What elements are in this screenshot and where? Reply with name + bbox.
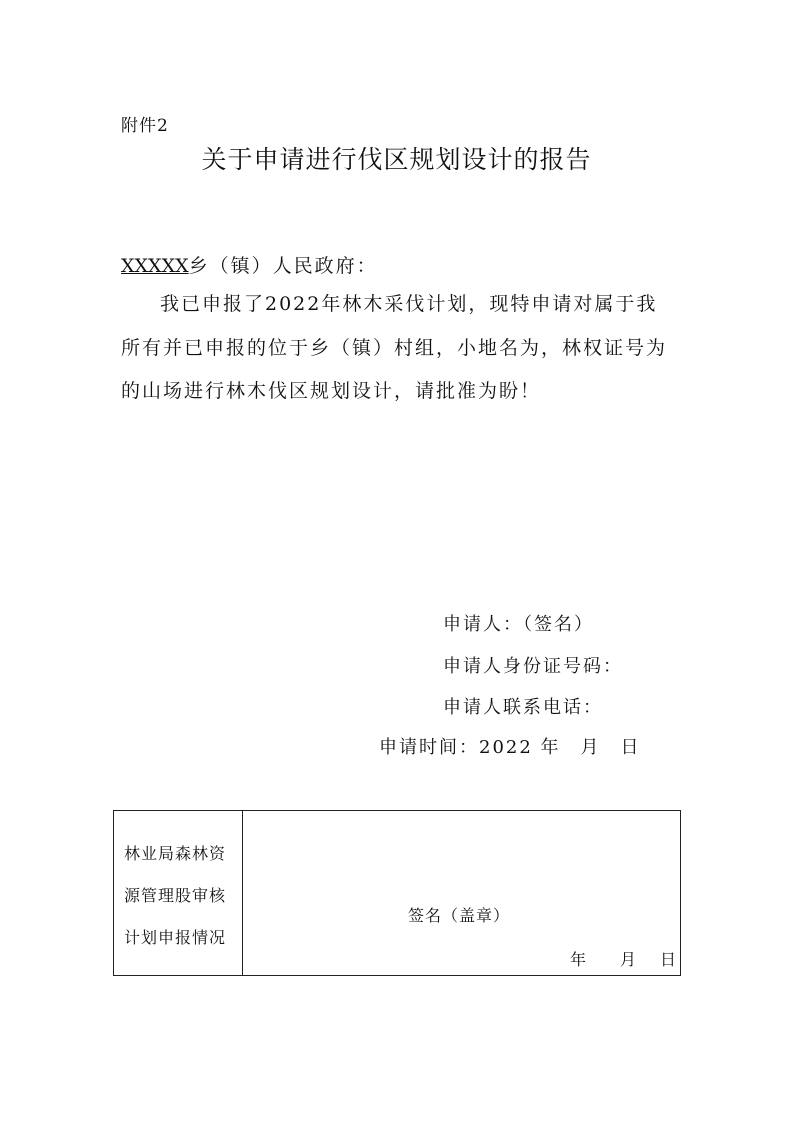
- applicant-phone-line: 申请人联系电话：: [443, 697, 603, 718]
- application-date-day: 日: [620, 737, 641, 758]
- review-date-year: 年: [570, 950, 587, 969]
- document-title: 关于申请进行伐区规划设计的报告: [201, 145, 592, 174]
- paragraph-line-3: 的山场进行林木伐区规划设计，请批准为盼！: [121, 380, 542, 402]
- application-date-prefix: 申请时间：2022 年: [379, 737, 561, 758]
- paragraph-line-1: 我已申报了2022年林木采伐计划，现特申请对属于我: [160, 293, 658, 315]
- review-table: [113, 810, 681, 976]
- review-date-line: [570, 947, 676, 970]
- attachment-label: 附件2: [121, 116, 169, 136]
- seal-label: 签名（盖章）: [408, 906, 511, 925]
- review-label-cell: [114, 811, 243, 975]
- applicant-signature-line: 申请人：（签名）: [443, 614, 594, 635]
- application-date-line: [379, 733, 641, 759]
- applicant-id-line: 申请人身份证号码：: [443, 656, 623, 677]
- application-date-month: 月: [580, 737, 601, 758]
- review-date-month: 月: [620, 950, 637, 969]
- township-placeholder: XXXXX: [121, 255, 189, 277]
- review-label-line-3: 计划申报情况: [124, 928, 227, 947]
- salutation: [121, 251, 378, 278]
- review-label-line-2: 源管理股审核: [124, 886, 227, 905]
- salutation-text: 乡（镇）人民政府：: [188, 255, 378, 277]
- review-label-line-1: 林业局森林资: [124, 844, 227, 863]
- review-date-day: 日: [660, 950, 677, 969]
- paragraph-line-2: 所有并已申报的位于乡（镇）村组，小地名为，林权证号为: [121, 337, 668, 359]
